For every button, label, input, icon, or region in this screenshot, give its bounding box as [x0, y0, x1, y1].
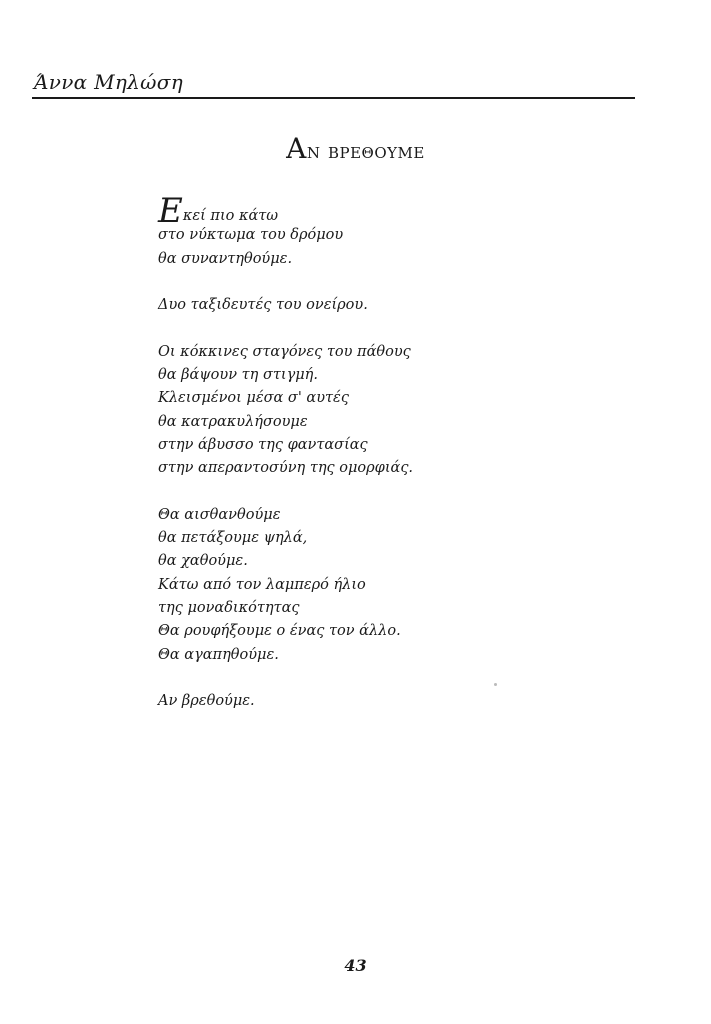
poem-line: θα κατρακυλήσουμε — [158, 413, 308, 430]
poem-title-rest: ν βρεθουμε — [306, 139, 425, 164]
poem-line: Δυο ταξιδευτές του ονείρου. — [158, 297, 368, 314]
poem-line: Αν βρεθούμε. — [158, 693, 255, 710]
poem-line: Θα αγαπηθούμε. — [158, 646, 279, 663]
poem-line: στην απεραντοσύνη της ομορφιάς. — [158, 460, 414, 477]
poem-line-text: κεί πιο κάτω — [182, 208, 279, 224]
poem-line: Θα ρουφήξουμε ο ένας τον άλλο. — [158, 623, 401, 640]
poem-line: θα βάψουν τη στιγμή. — [158, 367, 318, 384]
page-number: 43 — [344, 956, 367, 975]
poem-body — [158, 191, 578, 714]
stanza-break — [158, 271, 578, 294]
poem-line: στην άβυσσο της φαντασίας — [158, 436, 368, 453]
poem-line — [158, 191, 578, 231]
poem-line: Θα αισθανθούμε — [158, 506, 281, 523]
author-running-head: Άννα Μηλώση — [34, 70, 184, 94]
stanza-break — [158, 317, 578, 340]
poem-title-initial: Α — [286, 132, 307, 165]
poem-line: θα συναντηθούμε. — [158, 250, 293, 267]
scan-speck — [494, 683, 497, 686]
poem-line: θα πετάξουμε ψηλά, — [158, 530, 308, 547]
poem-line: θα χαθούμε. — [158, 553, 248, 570]
poem-title — [0, 132, 711, 165]
poem-line: στο νύκτωμα του δρόμου — [158, 227, 344, 244]
stanza-break — [158, 481, 578, 504]
stanza-break — [158, 667, 578, 690]
poem-line: Κάτω από τον λαμπερό ήλιο — [158, 576, 366, 593]
drop-cap: Ε — [158, 191, 183, 231]
poem-line: Οι κόκκινες σταγόνες του πάθους — [158, 343, 411, 360]
header-rule — [32, 97, 635, 99]
poem-line: της μοναδικότητας — [158, 600, 300, 617]
poem-line: Κλεισμένοι μέσα σ' αυτές — [158, 390, 349, 407]
